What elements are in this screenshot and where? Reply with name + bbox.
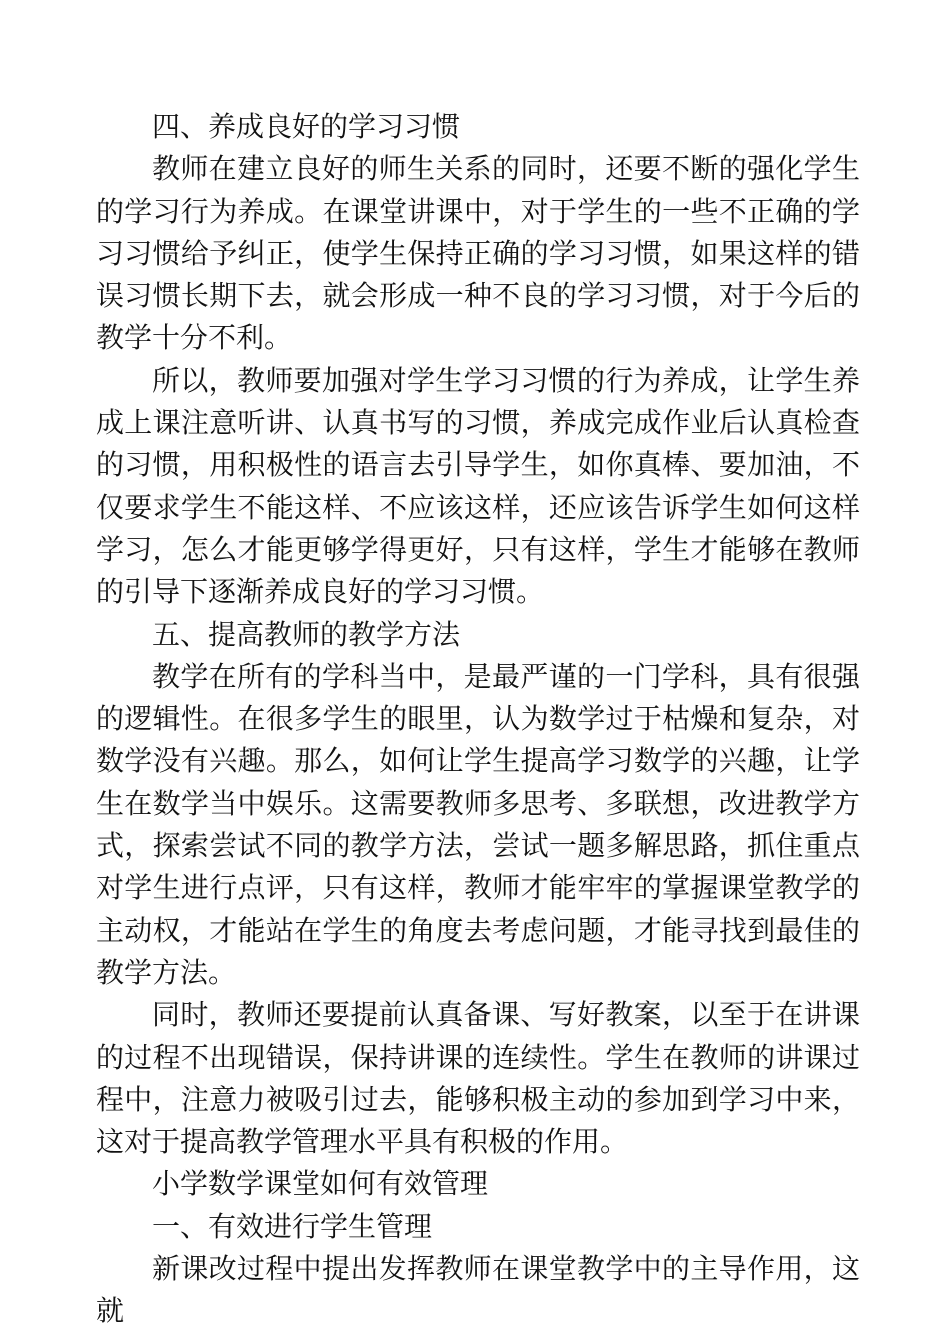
article-title: 小学数学课堂如何有效管理: [152, 1167, 489, 1201]
document-body: [96, 106, 860, 1333]
section-heading-5: 五、提高教师的教学方法: [152, 617, 461, 651]
paragraph: 同时，教师还要提前认真备课、写好教案，以至于在讲课的过程不出现错误，保持讲课的连续性。学生在教师的讲课过程中，注意力被吸引过去，能够积极主动的参加到学习中来，这对于提高教学管理水平具有积极的作用。: [96, 998, 860, 1159]
paragraph: 所以，教师要加强对学生学习习惯的行为养成，让学生养成上课注意听讲、认真书写的习惯，养成完成作业后认真检查的习惯，用积极性的语言去引导学生，如你真棒、要加油，不仅要求学生不能这样、不应该这样，还应该告诉学生如何这样学习，怎么才能更够学得更好，只有这样，学生才能够在教师的引导下逐渐养成良好的学习习惯。: [96, 363, 860, 609]
section-heading-1: 一、有效进行学生管理: [152, 1209, 433, 1243]
paragraph: 新课改过程中提出发挥教师在课堂教学中的主导作用，这就: [96, 1252, 860, 1328]
paragraph: 教学在所有的学科当中，是最严谨的一门学科，具有很强的逻辑性。在很多学生的眼里，认为数学过于枯燥和复杂，对数学没有兴趣。那么，如何让学生提高学习数学的兴趣，让学生在数学当中娱乐。这需要教师多思考、多联想，改进教学方式，探索尝试不同的教学方法，尝试一题多解思路，抓住重点对学生进行点评，只有这样，教师才能牢牢的掌握课堂教学的主动权，才能站在学生的角度去考虑问题，才能寻找到最佳的教学方法。: [96, 659, 860, 989]
paragraph: 教师在建立良好的师生关系的同时，还要不断的强化学生的学习行为养成。在课堂讲课中，对于学生的一些不正确的学习习惯给予纠正，使学生保持正确的学习习惯，如果这样的错误习惯长期下去，就会形成一种不良的学习习惯，对于今后的教学十分不利。: [96, 152, 860, 355]
section-heading-4: 四、养成良好的学习习惯: [152, 110, 461, 143]
